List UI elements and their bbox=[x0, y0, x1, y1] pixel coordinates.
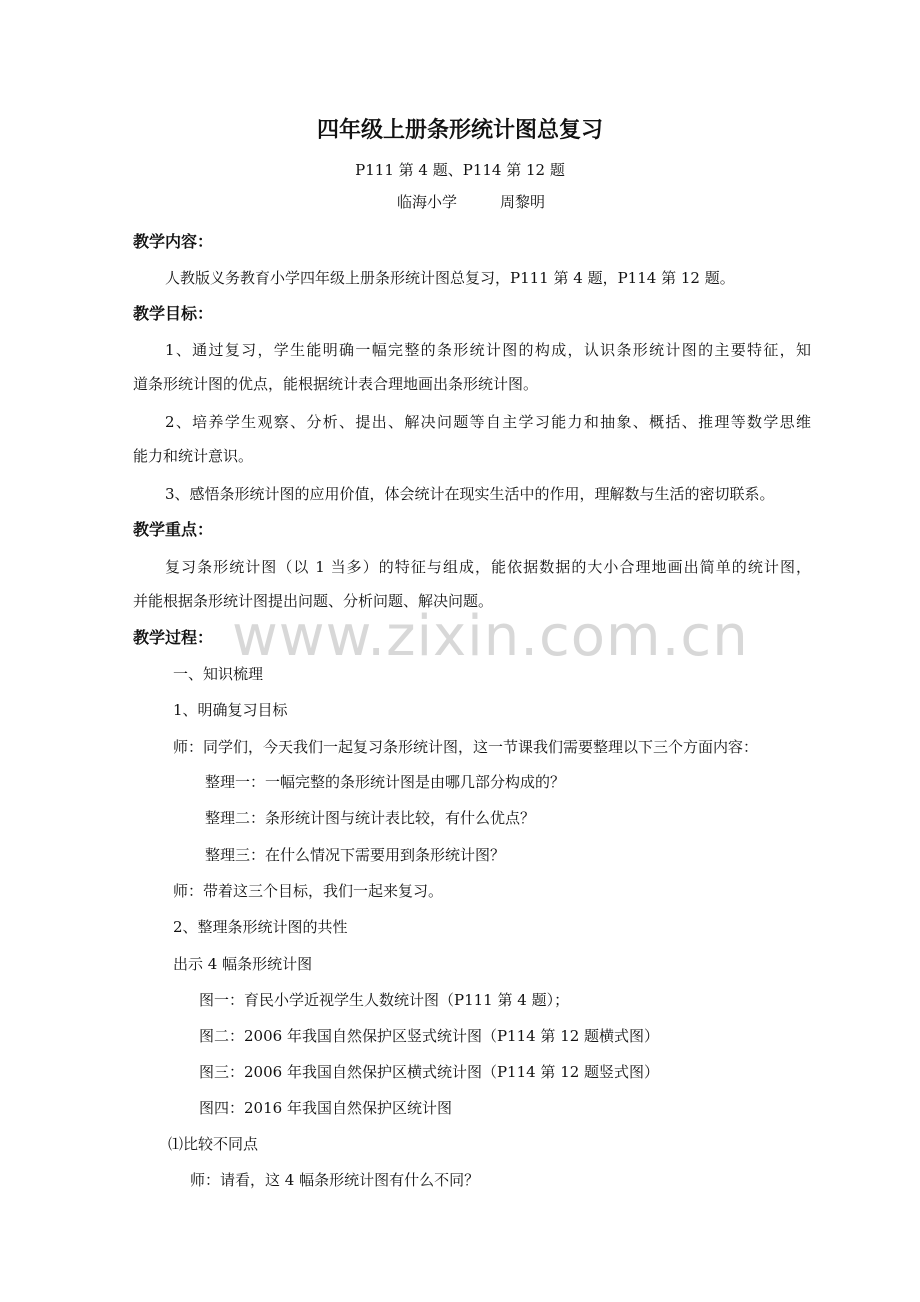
process-step-15: 师：请看，这 4 幅条形统计图有什么不同？ bbox=[190, 1171, 480, 1189]
goal-1-line-1: 1、通过复习，学生能明确一幅完整的条形统计图的构成，认识条形统计图的主要特征，知 bbox=[165, 341, 811, 359]
school-name: 临海小学 bbox=[397, 193, 458, 211]
key-points-line-2: 并能根据条形统计图提出问题、分析问题、解决问题。 bbox=[133, 592, 494, 610]
process-step-11: 图二：2006 年我国自然保护区竖式统计图（P114 第 12 题横式图） bbox=[199, 1027, 660, 1045]
heading-teaching-goals: 教学目标： bbox=[133, 304, 214, 323]
process-step-13: 图四：2016 年我国自然保护区统计图 bbox=[199, 1099, 452, 1117]
process-step-14: ⑴比较不同点 bbox=[168, 1135, 259, 1153]
key-points-line-1: 复习条形统计图（以 1 当多）的特征与组成，能依据数据的大小合理地画出简单的统计图， bbox=[165, 558, 811, 576]
document-subtitle: P111 第 4 题、P114 第 12 题 bbox=[355, 161, 565, 179]
watermark: www.zixin.com.cn bbox=[232, 604, 749, 669]
heading-teaching-process: 教学过程： bbox=[133, 628, 214, 647]
process-step-3: 师：同学们，今天我们一起复习条形统计图，这一节课我们需要整理以下三个方面内容： bbox=[173, 738, 759, 756]
heading-teaching-content: 教学内容： bbox=[133, 232, 214, 251]
teaching-content-text: 人教版义务教育小学四年级上册条形统计图总复习，P111 第 4 题，P114 第 12 题。 bbox=[165, 269, 735, 287]
heading-key-points: 教学重点： bbox=[133, 520, 214, 539]
process-step-5: 整理二：条形统计图与统计表比较，有什么优点？ bbox=[205, 809, 536, 827]
process-step-10: 图一：育民小学近视学生人数统计图（P111 第 4 题）； bbox=[199, 991, 570, 1009]
process-step-7: 师：带着这三个目标，我们一起来复习。 bbox=[173, 882, 444, 900]
process-step-8: 2、整理条形统计图的共性 bbox=[173, 918, 348, 936]
process-step-9: 出示 4 幅条形统计图 bbox=[173, 955, 313, 973]
process-step-1: 一、知识梳理 bbox=[173, 665, 264, 683]
teacher-name: 周黎明 bbox=[500, 193, 546, 211]
process-step-12: 图三：2006 年我国自然保护区横式统计图（P114 第 12 题竖式图） bbox=[199, 1063, 660, 1081]
goal-2-line-2: 能力和统计意识。 bbox=[133, 447, 254, 465]
process-step-2: 1、明确复习目标 bbox=[173, 701, 288, 719]
goal-2-line-1: 2、培养学生观察、分析、提出、解决问题等自主学习能力和抽象、概括、推理等数学思维 bbox=[165, 413, 811, 431]
process-step-4: 整理一：一幅完整的条形统计图是由哪几部分构成的？ bbox=[205, 773, 566, 791]
goal-3: 3、感悟条形统计图的应用价值，体会统计在现实生活中的作用，理解数与生活的密切联系。 bbox=[165, 485, 775, 503]
process-step-6: 整理三：在什么情况下需要用到条形统计图？ bbox=[205, 846, 506, 864]
goal-1-line-2: 道条形统计图的优点，能根据统计表合理地画出条形统计图。 bbox=[133, 375, 539, 393]
document-title: 四年级上册条形统计图总复习 bbox=[316, 118, 603, 143]
